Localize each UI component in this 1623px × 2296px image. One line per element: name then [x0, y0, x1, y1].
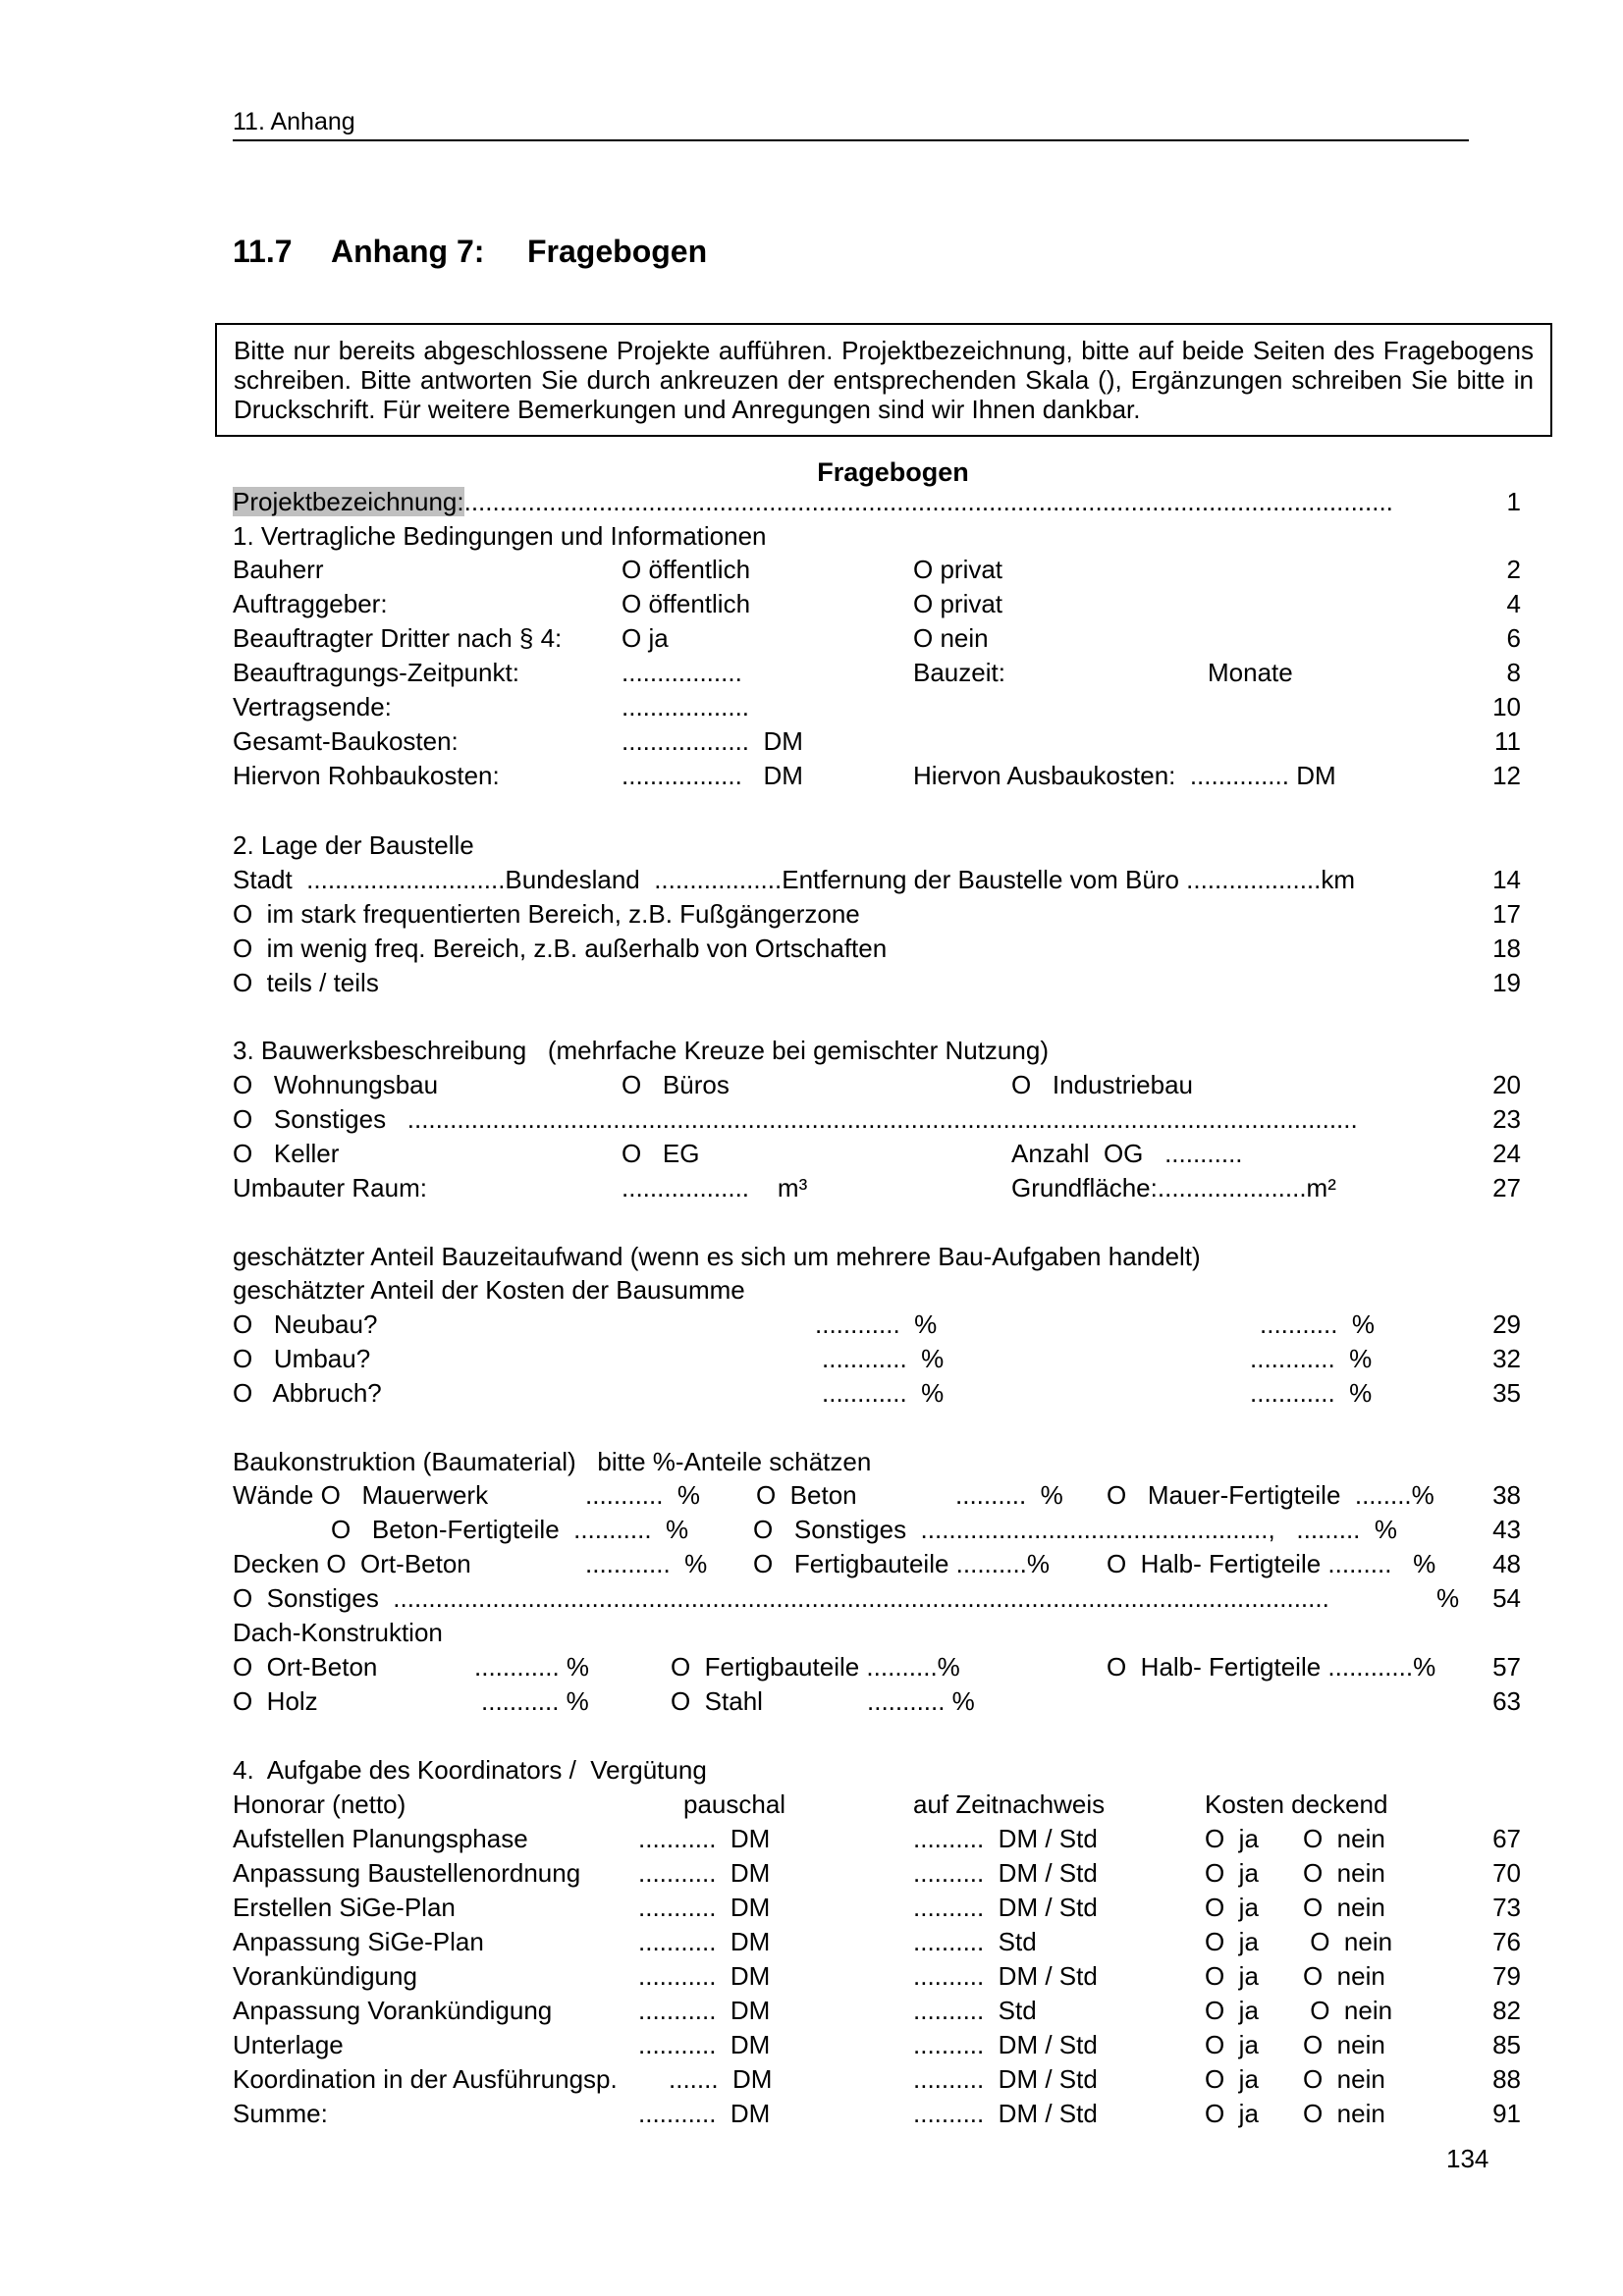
percent-input[interactable]: ........... % — [585, 1480, 701, 1510]
option-nein[interactable]: O nein — [1303, 1824, 1385, 1853]
item-number: 35 — [1492, 1378, 1521, 1408]
zeitnachweis-input[interactable]: .......... DM / Std — [913, 1858, 1098, 1888]
shares-row — [0, 1342, 1623, 1375]
option-sonstiges[interactable]: O Sonstiges ...................................................................................................................................... — [233, 1104, 1358, 1134]
item-number: 79 — [1492, 1961, 1521, 1991]
option-eg[interactable]: O EG — [622, 1139, 700, 1168]
item-number: 76 — [1492, 1927, 1521, 1956]
option-bueros[interactable]: O Büros — [622, 1070, 730, 1099]
shares-row — [0, 1308, 1623, 1341]
fee-row: Vorankündigung ........... DM .......... DM / Std O ja O nein 79 — [233, 1961, 1521, 1991]
option-wenig-frequentiert[interactable]: O im wenig freq. Bereich, z.B. außerhalb von Ortschaften — [233, 934, 888, 963]
item-number: 85 — [1492, 2030, 1521, 2059]
bauzeit-percent-input[interactable]: ............ % — [822, 1378, 945, 1408]
title-label: Anhang 7: — [331, 234, 485, 269]
option-sonstiges[interactable]: O Sonstiges .................................................................................................................................... — [233, 1583, 1329, 1613]
option-ja[interactable]: O ja — [1205, 1893, 1259, 1922]
shares-line2: geschätzter Anteil der Kosten der Bausumme — [233, 1275, 745, 1305]
project-input[interactable]: ................................................................................................................................... — [463, 487, 1393, 516]
option-neubau[interactable]: O Neubau? — [233, 1309, 378, 1339]
option-halb-fertigteile[interactable]: O Halb- Fertigteile ......... % — [1107, 1549, 1436, 1578]
option-privat[interactable]: O privat — [913, 589, 1003, 618]
section3-row — [0, 1068, 1623, 1101]
percent-input[interactable]: ........... % — [867, 1686, 975, 1716]
option-ja[interactable]: O ja — [1205, 1961, 1259, 1991]
form-title: Fragebogen — [817, 457, 969, 487]
option-nein[interactable]: O nein — [913, 623, 989, 653]
section2-option — [0, 966, 1623, 999]
section1-row-gesamtkosten: Gesamt-Baukosten: .................. DM 11 — [233, 726, 1521, 756]
chapter-label: 11. Anhang — [233, 108, 355, 135]
percent-input[interactable]: ........... % — [481, 1686, 589, 1716]
fee-row: Anpassung Baustellenordnung ........... DM .......... DM / Std O ja O nein 70 — [233, 1858, 1521, 1888]
zeitnachweis-input[interactable]: .......... DM / Std — [913, 1824, 1098, 1853]
item-number: 24 — [1492, 1139, 1521, 1168]
section1-row-bauherr: Bauherr O öffentlich O privat 2 — [233, 555, 1521, 584]
pauschal-input[interactable]: ........... DM — [638, 1893, 771, 1922]
shares-row — [0, 1376, 1623, 1410]
vertragsende-input[interactable]: .................. — [622, 692, 750, 721]
item-number: 23 — [1492, 1104, 1521, 1134]
kosten-percent-input[interactable]: ............ % — [1250, 1378, 1373, 1408]
option-holz[interactable]: O Holz — [233, 1686, 318, 1716]
percent-input[interactable]: .......... % — [955, 1480, 1063, 1510]
section2-location-row — [0, 863, 1623, 896]
section1-row-vertragsende: Vertragsende: .................. 10 — [233, 692, 1521, 721]
section-title — [233, 234, 707, 270]
item-number: 18 — [1492, 934, 1521, 963]
option-umbau[interactable]: O Umbau? — [233, 1344, 371, 1373]
option-stark-frequentiert[interactable]: O im stark frequentierten Bereich, z.B. Fußgängerzone — [233, 899, 860, 929]
zeitnachweis-input[interactable]: .......... Std — [913, 1927, 1037, 1956]
percent-input[interactable]: ............ % — [585, 1549, 708, 1578]
option-ja[interactable]: O ja — [1205, 1824, 1259, 1853]
fee-row: Aufstellen Planungsphase ........... DM .......... DM / Std O ja O nein 67 — [233, 1824, 1521, 1853]
option-ja[interactable]: O ja — [1205, 1996, 1259, 2025]
zeitnachweis-input[interactable]: .......... DM / Std — [913, 1893, 1098, 1922]
section1-heading: 1. Vertragliche Bedingungen und Informationen — [233, 521, 767, 551]
item-number: 54 — [1492, 1583, 1521, 1613]
fee-row: Summe: ........... DM .......... DM / Std O ja O nein 91 — [233, 2099, 1521, 2128]
option-nein[interactable]: O nein — [1303, 1858, 1385, 1888]
item-number: 27 — [1492, 1173, 1521, 1202]
option-fertigbauteile[interactable]: O Fertigbauteile ..........% — [753, 1549, 1051, 1578]
option-abbruch[interactable]: O Abbruch? — [233, 1378, 382, 1408]
bauzeit-unit: Monate — [1208, 658, 1293, 687]
item-number: 20 — [1492, 1070, 1521, 1099]
option-sonstiges[interactable]: O Sonstiges ................................................., ......... % — [753, 1515, 1397, 1544]
location-inputs[interactable]: Stadt ............................Bundesland ..................Entfernung der Baustelle vom Büro ...................km — [233, 865, 1356, 894]
section3-row: Umbauter Raum: .................. m³ Grundfläche:.....................m² 27 — [233, 1173, 1521, 1202]
kosten-percent-input[interactable]: ........... % — [1260, 1309, 1376, 1339]
ausbaukosten-input[interactable]: Hiervon Ausbaukosten: .............. DM — [913, 761, 1336, 790]
zeitnachweis-input[interactable]: .......... DM / Std — [913, 2030, 1098, 2059]
zeitnachweis-input[interactable]: .......... DM / Std — [913, 2064, 1098, 2094]
gesamtkosten-input[interactable]: .................. DM — [622, 726, 803, 756]
option-oeffentlich[interactable]: O öffentlich — [622, 555, 751, 584]
option-beton-fertigteile[interactable]: O Beton-Fertigteile ........... % — [331, 1515, 689, 1544]
fee-row: Erstellen SiGe-Plan ........... DM .......... DM / Std O ja O nein 73 — [233, 1893, 1521, 1922]
item-number: 8 — [1506, 658, 1521, 687]
rohbaukosten-input[interactable]: ................. DM — [622, 761, 803, 790]
option-ja[interactable]: O ja — [1205, 1858, 1259, 1888]
option-stahl[interactable]: O Stahl — [671, 1686, 763, 1716]
item-number: 11 — [1494, 726, 1521, 756]
item-number: 70 — [1492, 1858, 1521, 1888]
option-ja[interactable]: O ja — [622, 623, 669, 653]
percent-input[interactable]: ............ % — [474, 1652, 590, 1682]
item-number: 2 — [1506, 555, 1521, 584]
umbauter-raum-input[interactable]: .................. m³ — [622, 1173, 808, 1202]
zeitnachweis-input[interactable]: .......... DM / Std — [913, 1961, 1098, 1991]
item-number: 88 — [1492, 2064, 1521, 2094]
item-number: 57 — [1492, 1652, 1521, 1682]
item-number: 43 — [1492, 1515, 1521, 1544]
project-row — [0, 485, 1623, 518]
option-privat[interactable]: O privat — [913, 555, 1003, 584]
section4-heading: 4. Aufgabe des Koordinators / Vergütung — [233, 1755, 707, 1785]
item-number: 48 — [1492, 1549, 1521, 1578]
option-teils-teils[interactable]: O teils / teils — [233, 968, 379, 997]
item-number: 67 — [1492, 1824, 1521, 1853]
construction-other-row: O Sonstiges .................................................................................................................................... % 54 — [233, 1583, 1521, 1613]
option-ja[interactable]: O ja — [1205, 1927, 1259, 1956]
section1-row-dritter: Beauftragter Dritter nach § 4: O ja O nein 6 — [233, 623, 1521, 653]
project-label: Projektbezeichnung: — [233, 487, 464, 516]
section3-row — [0, 1102, 1623, 1136]
option-ja[interactable]: O ja — [1205, 2030, 1259, 2059]
item-number: 12 — [1492, 761, 1521, 790]
roof-row — [0, 1650, 1623, 1683]
pauschal-input[interactable]: ........... DM — [638, 2099, 771, 2128]
fee-row: Unterlage ........... DM .......... DM / Std O ja O nein 85 — [233, 2030, 1521, 2059]
item-number: 6 — [1506, 623, 1521, 653]
option-mauerwerk[interactable]: Wände O Mauerwerk — [233, 1480, 489, 1510]
pauschal-input[interactable]: ........... DM — [638, 2030, 771, 2059]
option-ja[interactable]: O ja — [1205, 2064, 1259, 2094]
item-number: 1 — [1506, 487, 1521, 516]
option-fertigbauteile[interactable]: O Fertigbauteile ..........% — [671, 1652, 960, 1682]
item-number: 38 — [1492, 1480, 1521, 1510]
option-mauer-fertigteile[interactable]: O Mauer-Fertigteile ........% — [1107, 1480, 1434, 1510]
item-number: 32 — [1492, 1344, 1521, 1373]
option-oeffentlich[interactable]: O öffentlich — [622, 589, 751, 618]
grundflaeche-input[interactable]: Grundfläche:.....................m² — [1011, 1173, 1336, 1202]
option-ort-beton[interactable]: Decken O Ort-Beton — [233, 1549, 471, 1578]
fee-row: Anpassung SiGe-Plan ........... DM .......... Std O ja O nein 76 — [233, 1927, 1521, 1956]
section2-option — [0, 897, 1623, 931]
title-text: Fragebogen — [527, 234, 708, 269]
bauzeit-percent-input[interactable]: ............ % — [822, 1344, 945, 1373]
construction-heading: Baukonstruktion (Baumaterial) bitte %-Anteile schätzen — [233, 1447, 872, 1476]
construction-walls-row — [0, 1513, 1623, 1546]
option-ort-beton[interactable]: O Ort-Beton — [233, 1652, 378, 1682]
pauschal-input[interactable]: ........... DM — [638, 1927, 771, 1956]
item-number: 10 — [1492, 692, 1521, 721]
item-number: 63 — [1492, 1686, 1521, 1716]
fee-row: Anpassung Vorankündigung ........... DM .......... Std O ja O nein 82 — [233, 1996, 1521, 2025]
roof-row — [0, 1684, 1623, 1718]
item-number: 4 — [1506, 589, 1521, 618]
zeitnachweis-input[interactable]: .......... DM / Std — [913, 2099, 1098, 2128]
option-nein[interactable]: O nein — [1303, 2030, 1385, 2059]
option-nein[interactable]: O nein — [1303, 2064, 1385, 2094]
shares-line1: geschätzter Anteil Bauzeitaufwand (wenn es sich um mehrere Bau-Aufgaben handelt) — [233, 1242, 1201, 1271]
anzahl-og-input[interactable]: Anzahl OG ........... — [1011, 1139, 1243, 1168]
zeitpunkt-input[interactable]: ................. — [622, 658, 742, 687]
option-industriebau[interactable]: O Industriebau — [1011, 1070, 1193, 1099]
option-nein[interactable]: O nein — [1303, 2099, 1385, 2128]
item-number: 91 — [1492, 2099, 1521, 2128]
item-number: 17 — [1492, 899, 1521, 929]
instructions-box: Bitte nur bereits abgeschlossene Projekte aufführen. Projektbezeichnung, bitte auf beide Seiten des Fragebogens schreiben. Bitte antworten Sie durch ankreuzen der entsprechenden Skala (), Ergänzungen schreiben Sie bitte in Druckschrift. Für weitere Bemerkungen und Anregungen sind wir Ihnen dankbar. — [215, 323, 1552, 437]
zeitnachweis-input[interactable]: .......... Std — [913, 1996, 1037, 2025]
item-number: 82 — [1492, 1996, 1521, 2025]
option-halb-fertigteile[interactable]: O Halb- Fertigteile ............% — [1107, 1652, 1436, 1682]
kosten-percent-input[interactable]: ............ % — [1250, 1344, 1373, 1373]
section3-row — [0, 1137, 1623, 1170]
title-number: 11.7 — [233, 234, 293, 269]
bauzeit-percent-input[interactable]: ............ % — [815, 1309, 938, 1339]
section2-heading: 2. Lage der Baustelle — [233, 830, 474, 860]
option-ja[interactable]: O ja — [1205, 2099, 1259, 2128]
pauschal-input[interactable]: ........... DM — [638, 1824, 771, 1853]
option-beton[interactable]: O Beton — [756, 1480, 857, 1510]
section3-heading: 3. Bauwerksbeschreibung (mehrfache Kreuze bei gemischter Nutzung) — [233, 1036, 1049, 1065]
item-number: 14 — [1492, 865, 1521, 894]
project-label-group — [233, 485, 1393, 518]
section2-option — [0, 932, 1623, 965]
option-wohnungsbau[interactable]: O Wohnungsbau — [233, 1070, 439, 1099]
construction-ceilings-row — [0, 1547, 1623, 1580]
option-nein[interactable]: O nein — [1303, 1893, 1385, 1922]
running-header — [233, 106, 1469, 141]
option-keller[interactable]: O Keller — [233, 1139, 340, 1168]
item-number: 29 — [1492, 1309, 1521, 1339]
roof-heading: Dach-Konstruktion — [233, 1618, 443, 1647]
pauschal-input[interactable]: ........... DM — [638, 1996, 771, 2025]
section1-row-auftraggeber: Auftraggeber: O öffentlich O privat 4 — [233, 589, 1521, 618]
section1-row-rohbaukosten: Hiervon Rohbaukosten: ................. DM Hiervon Ausbaukosten: .............. DM 12 — [233, 761, 1521, 790]
section1-row-zeitpunkt: Beauftragungs-Zeitpunkt: ................. Bauzeit: Monate 8 — [233, 658, 1521, 687]
fee-row: Koordination in der Ausführungsp. ....... DM .......... DM / Std O ja O nein 88 — [233, 2064, 1521, 2094]
item-number: 19 — [1492, 968, 1521, 997]
item-number: 73 — [1492, 1893, 1521, 1922]
pauschal-input[interactable]: ........... DM — [638, 1858, 771, 1888]
pauschal-input[interactable]: ....... DM — [669, 2064, 773, 2094]
page-number: 134 — [1446, 2144, 1489, 2173]
section4-column-headers: Honorar (netto) pauschal auf Zeitnachweis Kosten deckend — [233, 1789, 1388, 1819]
pauschal-input[interactable]: ........... DM — [638, 1961, 771, 1991]
option-nein[interactable]: O nein — [1303, 1961, 1385, 1991]
option-nein[interactable]: O nein — [1303, 1927, 1393, 1956]
construction-walls-row — [0, 1478, 1623, 1512]
option-nein[interactable]: O nein — [1303, 1996, 1393, 2025]
